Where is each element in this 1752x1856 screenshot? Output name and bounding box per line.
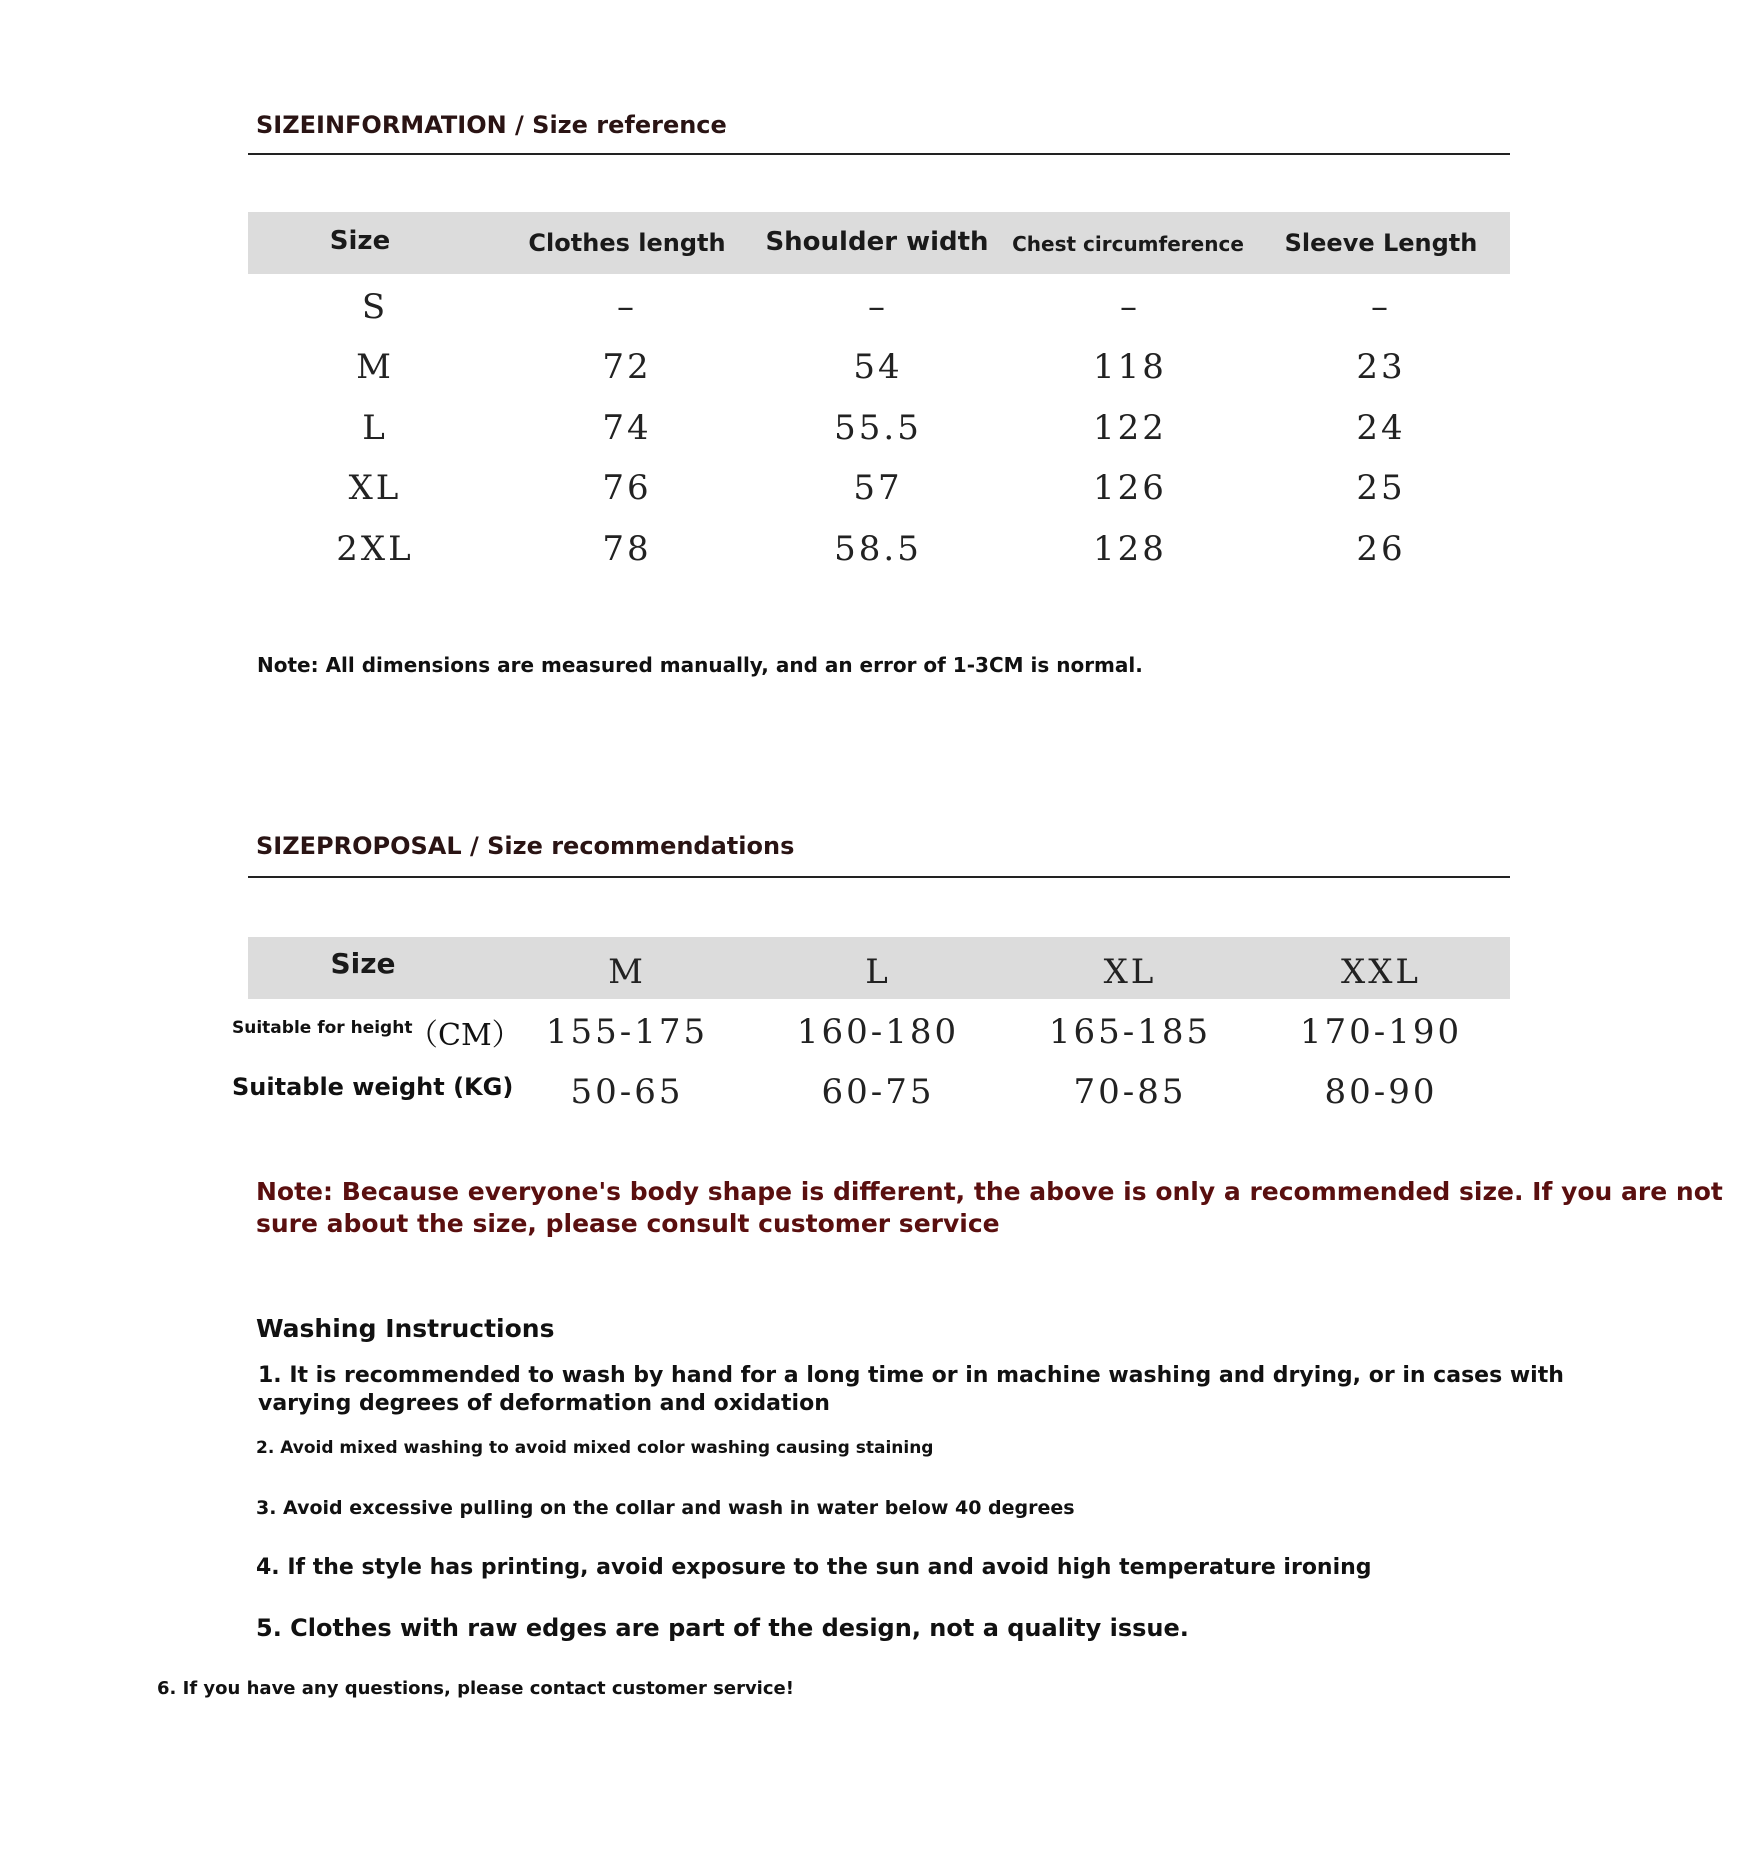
size-cell: XL (1103, 952, 1157, 992)
weight-cell: 60-75 (821, 1072, 935, 1112)
recommendation-note (256, 1176, 1723, 1240)
table-cell: 126 (1093, 468, 1167, 508)
header-size: Size (329, 226, 391, 256)
header-chest-circumference: Chest circumference (1012, 232, 1244, 256)
height-unit: （CM） (408, 1018, 522, 1053)
recommendation-note-line1: Note: Because everyone's body shape is different, the above is only a recommended size. If you are not (256, 1177, 1723, 1206)
table-cell: – (617, 287, 637, 327)
table-cell: 128 (1093, 529, 1167, 569)
table-cell: 25 (1356, 468, 1406, 508)
weight-cell: 80-90 (1324, 1072, 1438, 1112)
washing-item-2: 2. Avoid mixed washing to avoid mixed color washing causing staining (256, 1438, 934, 1458)
table-cell: 72 (602, 347, 652, 387)
height-cell: 170-190 (1299, 1012, 1463, 1052)
washing-item-4: 4. If the style has printing, avoid exposure to the sun and avoid high temperature ironing (256, 1555, 1372, 1580)
table-cell: – (1120, 287, 1140, 327)
size-reference-title: SIZEINFORMATION / Size reference (256, 111, 727, 139)
table-cell: 2XL (336, 529, 414, 569)
table-cell: 122 (1093, 408, 1167, 448)
header-size: Size (330, 947, 396, 980)
height-cell: 165-185 (1048, 1012, 1212, 1052)
header-clothes-length: Clothes length (528, 229, 726, 257)
table-cell: XL (348, 468, 402, 508)
table-cell: – (1371, 287, 1391, 327)
weight-label: Suitable weight (KG) (232, 1073, 514, 1101)
table-cell: 54 (853, 347, 903, 387)
height-cell: 160-180 (796, 1012, 960, 1052)
washing-item-3: 3. Avoid excessive pulling on the collar and wash in water below 40 degrees (256, 1497, 1075, 1519)
height-label: Suitable for height (232, 1018, 413, 1038)
washing-item-1 (258, 1362, 1564, 1418)
weight-cell: 50-65 (570, 1072, 684, 1112)
table-cell: M (356, 347, 394, 387)
size-recommendations-table (0, 900, 1752, 1130)
washing-item-5: 5. Clothes with raw edges are part of the design, not a quality issue. (256, 1614, 1189, 1642)
recommendation-note-line2: sure about the size, please consult customer service (256, 1209, 1000, 1238)
table-cell: 58.5 (834, 529, 922, 569)
title-divider (248, 876, 1510, 878)
washing-item-6: 6. If you have any questions, please contact customer service! (157, 1678, 794, 1699)
table-cell: 57 (853, 468, 903, 508)
table-cell: 55.5 (834, 408, 922, 448)
size-cell: XXL (1341, 952, 1421, 992)
table-cell: 23 (1356, 347, 1406, 387)
table-cell: 74 (602, 408, 652, 448)
table-cell: – (868, 287, 888, 327)
size-reference-table (0, 0, 1752, 600)
size-recommendations-title: SIZEPROPOSAL / Size recommendations (256, 832, 795, 860)
height-cell: 155-175 (545, 1012, 709, 1052)
table-cell: S (361, 287, 389, 327)
size-cell: L (865, 952, 891, 992)
weight-cell: 70-85 (1073, 1072, 1187, 1112)
table-cell: L (362, 408, 388, 448)
washing-instructions-title: Washing Instructions (256, 1314, 555, 1343)
washing-item-1-line1: 1. It is recommended to wash by hand for a long time or in machine washing and drying, or in cases with (258, 1363, 1564, 1388)
header-shoulder-width: Shoulder width (765, 227, 989, 257)
measurement-note: Note: All dimensions are measured manually, and an error of 1-3CM is normal. (257, 653, 1143, 677)
table-cell: 24 (1356, 408, 1406, 448)
table-cell: 118 (1093, 347, 1167, 387)
header-sleeve-length: Sleeve Length (1284, 229, 1478, 257)
size-cell: M (608, 952, 646, 992)
washing-item-1-line2: varying degrees of deformation and oxidation (258, 1391, 830, 1416)
table-cell: 26 (1356, 529, 1406, 569)
table-cell: 78 (602, 529, 652, 569)
table-cell: 76 (602, 468, 652, 508)
